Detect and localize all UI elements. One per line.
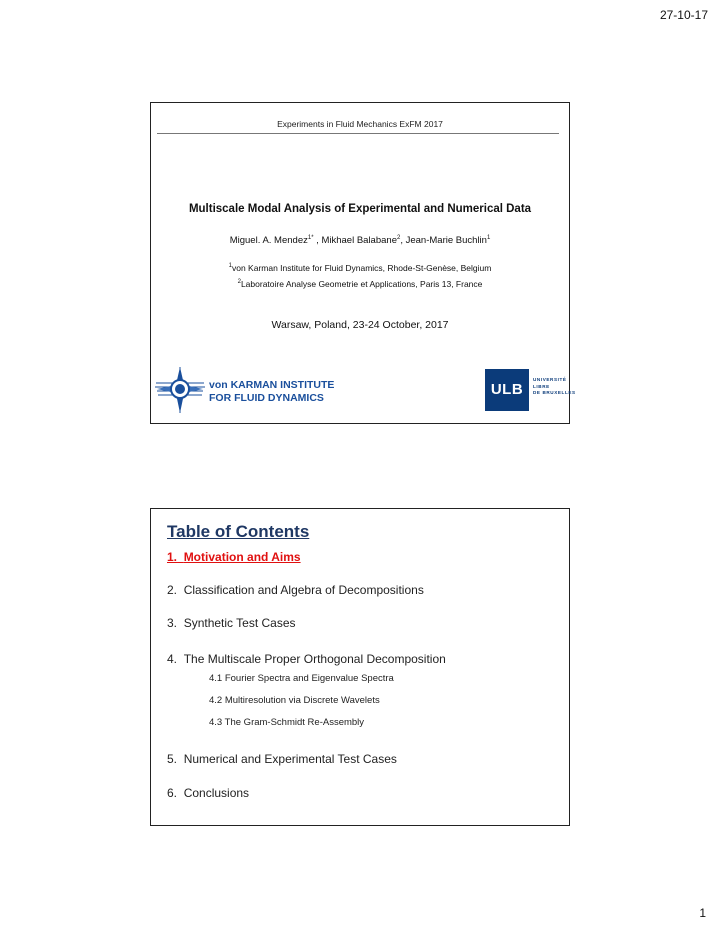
toc-item-label: Conclusions xyxy=(183,786,250,800)
affiliation-superscript: 1 xyxy=(228,263,232,270)
toc-item-label: Classification and Algebra of Decompositions xyxy=(183,583,424,597)
ulb-sub-line: DE BRUXELLES xyxy=(533,390,576,396)
toc-item-number: 5. xyxy=(167,752,178,766)
author-superscript: 1* xyxy=(307,234,314,241)
toc-title: Table of Contents xyxy=(167,522,310,541)
slide-header: Experiments in Fluid Mechanics ExFM 2017 xyxy=(277,119,443,129)
author-superscript: 1 xyxy=(486,234,491,241)
toc-item-label: Numerical and Experimental Test Cases xyxy=(183,752,397,766)
toc-item-number: 6. xyxy=(167,786,178,800)
affiliation-1 xyxy=(151,263,569,273)
toc-item-motivation xyxy=(167,550,301,564)
affiliation-text: von Karman Institute for Fluid Dynamics, Rhode-St-Genèse, Belgium xyxy=(231,263,492,273)
page-date: 27-10-17 xyxy=(659,8,708,22)
event-location-date: Warsaw, Poland, 23-24 October, 2017 xyxy=(271,319,449,331)
ulb-sub-line: LIBRE xyxy=(533,383,550,389)
vki-logo-line2: FOR FLUID DYNAMICS xyxy=(209,392,324,404)
vki-logo-line1: von KARMAN INSTITUTE xyxy=(209,379,335,391)
author-name: , Mikhael Balabane xyxy=(313,235,397,246)
vki-logo xyxy=(153,365,335,415)
author-superscript: 2 xyxy=(396,234,401,241)
affiliation-text: Laboratoire Analyse Geometrie et Applications, Paris 13, France xyxy=(240,279,483,289)
presentation-title: Multiscale Modal Analysis of Experimental and Numerical Data xyxy=(188,203,532,215)
toc-item-number: 3. xyxy=(167,616,178,630)
toc-item-label: Motivation and Aims xyxy=(183,550,301,564)
page-number: 1 xyxy=(699,906,706,920)
vki-compass-icon xyxy=(153,365,207,415)
author-name: , Jean-Marie Buchlin xyxy=(400,235,487,246)
toc-item-number: 1. xyxy=(167,550,178,564)
author-name: Miguel. A. Mendez xyxy=(229,235,308,246)
toc-item-conclusions xyxy=(167,786,249,800)
title-slide xyxy=(150,102,576,424)
toc-item-number: 2. xyxy=(167,583,178,597)
toc-item-synthetic xyxy=(167,616,296,630)
ulb-sub-line: UNIVERSITÉ xyxy=(533,377,567,382)
toc-item-number: 4. xyxy=(167,652,178,666)
toc-slide xyxy=(150,508,570,826)
author-list xyxy=(151,235,569,246)
toc-item-test-cases xyxy=(167,752,397,766)
ulb-mark: ULB xyxy=(485,369,529,411)
toc-item-classification xyxy=(167,583,424,597)
ulb-logo xyxy=(485,369,576,413)
toc-subitem: 4.1 Fourier Spectra and Eigenvalue Spectra xyxy=(209,673,394,684)
toc-item-mpod xyxy=(167,652,446,666)
toc-item-label: Synthetic Test Cases xyxy=(183,616,296,630)
header-rule xyxy=(157,133,559,134)
toc-item-label: The Multiscale Proper Orthogonal Decomposition xyxy=(183,652,446,666)
affiliation-2 xyxy=(151,279,569,289)
toc-subitem: 4.3 The Gram-Schmidt Re-Assembly xyxy=(209,717,365,728)
affiliation-superscript: 2 xyxy=(237,279,241,286)
toc-subitem: 4.2 Multiresolution via Discrete Wavelets xyxy=(209,695,380,706)
